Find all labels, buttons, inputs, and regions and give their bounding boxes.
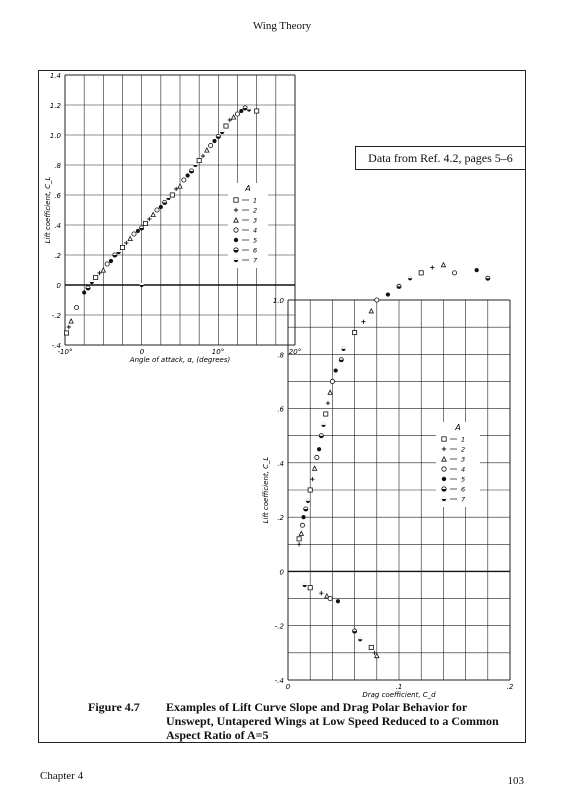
data-point	[151, 212, 155, 216]
data-point	[299, 531, 303, 535]
data-point	[97, 271, 101, 275]
legend-label: 4	[253, 226, 258, 235]
data-point	[143, 221, 147, 225]
figure-label: Figure 4.7	[88, 700, 140, 714]
data-point	[297, 537, 301, 541]
data-point	[369, 309, 373, 313]
legend-marker	[442, 437, 446, 441]
x-tick-label: -10°	[57, 348, 73, 356]
legend-marker	[442, 467, 446, 471]
legend-label: 7	[253, 256, 258, 265]
data-point	[170, 193, 174, 197]
y-tick-label: .2	[54, 252, 61, 260]
y-axis-label: Lift coefficient, C_L	[44, 176, 52, 244]
data-point	[174, 187, 178, 191]
legend-background	[436, 422, 480, 507]
y-tick-label: 1.0	[272, 297, 284, 305]
data-point	[317, 447, 321, 451]
data-source-note: Data from Ref. 4.2, pages 5–6	[355, 146, 526, 170]
y-tick-label: .4	[277, 459, 284, 468]
y-axis-label: Lift coefficient, C_L	[262, 456, 270, 524]
data-point	[117, 250, 121, 252]
data-point	[308, 488, 312, 492]
legend-label: 1	[461, 435, 466, 444]
data-point	[319, 591, 323, 595]
data-point	[375, 298, 379, 302]
data-point	[178, 184, 182, 188]
data-point	[64, 331, 68, 335]
y-tick-label: 1.4	[49, 72, 61, 80]
legend-label: 5	[461, 475, 466, 484]
data-point	[297, 542, 301, 546]
data-point	[475, 268, 479, 272]
y-tick-label: .6	[277, 405, 284, 414]
legend-label: 3	[253, 216, 258, 225]
data-point	[330, 379, 334, 383]
data-point	[375, 653, 379, 657]
data-point	[419, 271, 423, 275]
legend-label: 2	[253, 206, 258, 215]
y-tick-label: .8	[54, 162, 61, 170]
data-point	[124, 241, 128, 245]
y-tick-label: .8	[277, 351, 284, 360]
lift-curve-chart	[44, 72, 301, 364]
y-tick-label: -.2	[274, 622, 284, 631]
x-tick-label: 20°	[288, 348, 302, 356]
data-point	[328, 596, 332, 600]
data-point	[441, 263, 445, 267]
data-point	[408, 276, 412, 278]
data-point	[308, 586, 312, 590]
data-point	[69, 319, 73, 323]
legend-background	[228, 183, 268, 268]
legend-label: 2	[461, 445, 466, 454]
data-point	[90, 280, 94, 282]
data-point	[209, 143, 213, 147]
data-point	[109, 259, 113, 263]
data-point	[228, 118, 232, 122]
y-tick-label: -.4	[274, 677, 284, 685]
data-point	[336, 599, 340, 603]
data-point	[140, 283, 144, 285]
data-point	[67, 325, 71, 329]
chapter-label: Chapter 4	[40, 770, 84, 782]
data-point	[369, 645, 373, 649]
data-point	[255, 109, 259, 113]
drag-polar-chart	[262, 263, 514, 699]
data-point	[197, 158, 201, 162]
data-point	[101, 268, 105, 272]
x-tick-label: .1	[395, 683, 403, 691]
data-point	[303, 583, 307, 585]
legend-label: 6	[461, 485, 466, 494]
data-point	[132, 232, 136, 236]
data-point	[220, 130, 224, 132]
data-point	[324, 412, 328, 416]
data-point	[120, 245, 124, 249]
data-point	[235, 112, 239, 116]
legend-label: 7	[461, 495, 466, 504]
data-point	[326, 401, 330, 405]
data-point	[212, 139, 216, 143]
data-point	[155, 208, 159, 212]
y-tick-label: 1.0	[49, 132, 61, 140]
data-point	[310, 477, 314, 481]
caption-text: Examples of Lift Curve Slope and Drag Polar Behavior for Unswept, Untapered Wings at Low Speed Reduced to a Common Aspect Ratio of A=5	[166, 700, 499, 742]
legend-label: 1	[253, 196, 258, 205]
data-point	[186, 173, 190, 177]
y-tick-label: 0	[279, 568, 284, 577]
x-tick-label: .2	[506, 683, 514, 691]
y-tick-label: .2	[277, 514, 284, 523]
y-tick-label: .4	[54, 222, 61, 230]
data-point	[239, 109, 243, 113]
x-tick-label: 0	[139, 348, 145, 356]
legend-marker	[234, 198, 238, 202]
legend-label: 3	[461, 455, 466, 464]
data-point	[358, 637, 362, 639]
y-tick-label: .6	[54, 192, 61, 200]
data-point	[301, 515, 305, 519]
legend-label: 6	[253, 246, 258, 255]
data-point	[313, 466, 317, 470]
x-tick-label: 10°	[211, 348, 225, 356]
data-point	[201, 154, 205, 158]
x-axis-label: Drag coefficient, C_d	[362, 691, 436, 699]
data-point	[361, 320, 365, 324]
x-tick-label: 0	[285, 683, 291, 691]
legend-marker	[442, 477, 446, 481]
data-point	[386, 292, 390, 296]
data-point	[452, 271, 456, 275]
legend-label: 5	[253, 236, 258, 245]
running-head: Wing Theory	[252, 20, 312, 32]
data-point	[182, 178, 186, 182]
x-axis-label: Angle of attack, α, (degrees)	[129, 356, 231, 364]
data-point	[430, 265, 434, 269]
y-tick-label: -.2	[51, 312, 61, 320]
data-point	[321, 423, 325, 425]
data-point	[224, 124, 228, 128]
data-point	[147, 217, 151, 221]
data-point	[193, 163, 197, 165]
legend-marker	[234, 228, 238, 232]
y-tick-label: 0	[56, 282, 61, 290]
legend-label: 4	[461, 465, 466, 474]
legend-title: A	[455, 423, 461, 432]
data-point	[353, 330, 357, 334]
data-point	[136, 229, 140, 233]
page-number: 103	[507, 775, 524, 787]
data-point	[328, 390, 332, 394]
data-point	[159, 205, 163, 209]
data-point	[105, 262, 109, 266]
legend-title: A	[245, 184, 251, 193]
data-point	[82, 290, 86, 294]
y-tick-label: -.4	[51, 342, 61, 350]
data-point	[315, 455, 319, 459]
y-tick-label: 1.2	[49, 102, 61, 110]
data-point	[300, 523, 304, 527]
data-point	[341, 347, 345, 349]
legend-marker	[234, 238, 238, 242]
data-point	[306, 499, 310, 501]
data-point	[205, 148, 209, 152]
data-point	[334, 368, 338, 372]
data-point	[128, 236, 132, 240]
data-point	[94, 275, 98, 279]
data-point	[74, 305, 78, 309]
data-point	[232, 115, 236, 119]
